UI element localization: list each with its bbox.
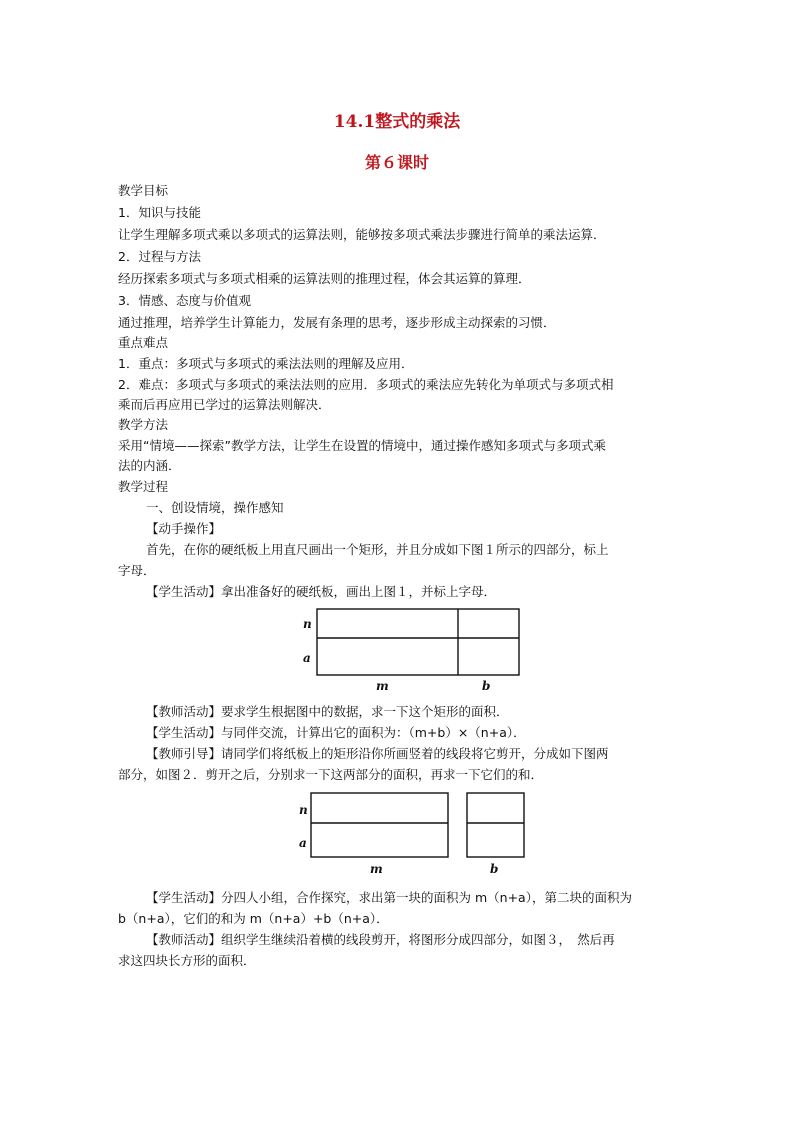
text-line: 经历探索多项式与多项式相乘的运算法则的推理过程，体会其运算的算理． [118, 271, 531, 286]
figure-2-label-n: n [299, 803, 308, 817]
heading-key-points: 重点难点 [118, 335, 169, 350]
text-line: 乘而后再应用已学过的运算法则解决． [118, 397, 331, 412]
text-line: 法的内涵． [118, 458, 181, 473]
lesson-subtitle: 第６课时 [364, 153, 429, 172]
heading-teaching-method: 教学方法 [118, 417, 169, 432]
text-line: 2．难点：多项式与多项式的乘法法则的应用．多项式的乘法应先转化为单项式与多项式相 [118, 377, 614, 392]
text-line: 【教师活动】组织学生继续沿着横的线段剪开，将图形分成四部分，如图３， 然后再 [146, 932, 615, 947]
text-line: 通过推理，培养学生计算能力，发展有条理的思考，逐步形成主动探索的习惯． [118, 315, 556, 330]
figure-1-label-a: a [303, 651, 311, 665]
text-line: 1．知识与技能 [118, 205, 201, 220]
text-line: 采用“情境——探索”教学方法，让学生在设置的情境中，通过操作感知多项式与多项式乘 [118, 438, 606, 453]
text-line: 求这四块长方形的面积． [118, 953, 256, 968]
text-line: 【动手操作】 [146, 521, 222, 536]
text-line: 3．情感、态度与价值观 [118, 293, 251, 308]
text-line: b（n+a），它们的和为 m（n+a）+b（n+a）． [118, 911, 389, 926]
text-line: 【学生活动】拿出准备好的硬纸板，画出上图１，并标上字母． [146, 584, 497, 599]
text-line: 让学生理解多项式乘以多项式的运算法则，能够按多项式乘法步骤进行简单的乘法运算． [118, 227, 606, 242]
figure-2-label-a: a [299, 836, 307, 850]
text-line: 【教师活动】要求学生根据图中的数据，求一下这个矩形的面积． [146, 704, 509, 719]
text-line: 1．重点：多项式与多项式的乘法法则的理解及应用． [118, 356, 414, 371]
figure-1-outer-rect [317, 609, 519, 675]
heading-teaching-goals: 教学目标 [118, 183, 169, 198]
figure-1-label-b: b [482, 679, 491, 693]
figure-2-label-b: b [490, 862, 499, 876]
text-line: 【教师引导】请同学们将纸板上的矩形沿你所画竖着的线段将它剪开，分成如下图两 [146, 746, 609, 761]
text-line: 【学生活动】与同伴交流，计算出它的面积为：（m+b）×（n+a）． [146, 725, 526, 740]
figure-2-left-rect [311, 793, 448, 857]
text-line: 2．过程与方法 [118, 249, 201, 264]
heading-teaching-process: 教学过程 [118, 479, 169, 494]
text-line: 【学生活动】分四人小组，合作探究，求出第一块的面积为 m（n+a），第二块的面积为 [146, 890, 632, 905]
figure-2 [296, 785, 531, 880]
text-line: 一、创设情境，操作感知 [146, 500, 284, 515]
text-line: 首先，在你的硬纸板上用直尺画出一个矩形，并且分成如下图１所示的四部分，标上 [146, 542, 609, 557]
figure-1 [296, 600, 526, 696]
text-line: 部分，如图２．剪开之后，分别求一下这两部分的面积，再求一下它们的和． [118, 767, 544, 782]
figure-2-label-m: m [370, 862, 383, 876]
lesson-title: 14.1整式的乘法 [333, 112, 461, 132]
figure-1-label-n: n [303, 617, 312, 631]
text-line: 字母． [118, 563, 156, 578]
figure-1-label-m: m [376, 679, 389, 693]
figure-2-right-rect [467, 793, 524, 857]
